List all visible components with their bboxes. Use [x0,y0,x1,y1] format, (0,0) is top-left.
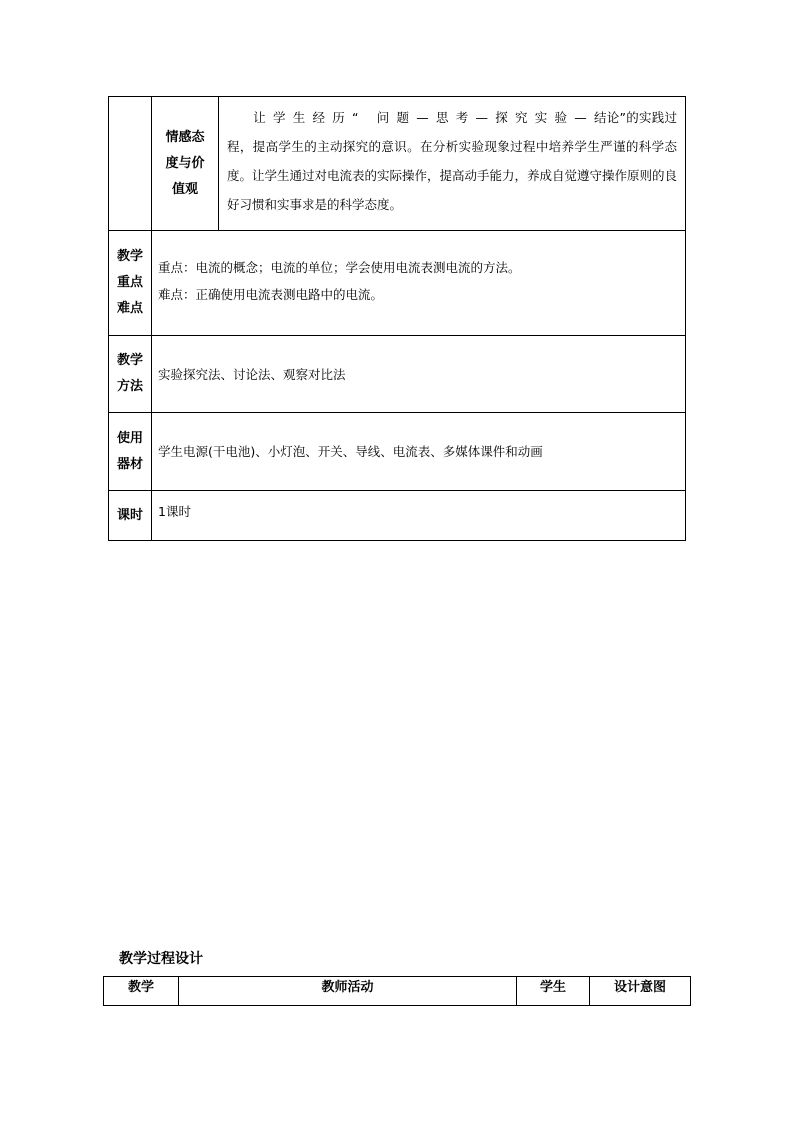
label-line: 使用 [116,430,143,446]
empty-cell [109,97,152,231]
key-points-row [109,231,686,336]
label-line: 教学 [116,353,143,368]
label-line: 重点 [116,275,143,290]
label-line: 度与价 [165,155,205,171]
process-table [103,976,691,1006]
equipment-label [109,413,152,491]
emotion-text-rest: 结论”的实践过程，提高学生的主动探究的意识。在分析实验现象过程中培养学生严谨的科学态度。让学生通过对电流表的实际操作，提高动手能力，养成自觉遵守操作原则的良好习惯和实事求是的科学态度。 [227,110,678,212]
label-line: 难点 [116,301,143,316]
label-line: 器材 [116,456,143,472]
label-line: 教学 [116,249,143,264]
methods-row [109,336,686,413]
difficulty-text: 难点：正确使用电流表测电路中的电流。 [158,287,384,302]
process-title: 教学过程设计 [119,951,203,967]
focus-text: 重点：电流的概念；电流的单位；学会使用电流表测电流的方法。 [158,260,521,275]
process-header-cell: 学生 [517,977,590,1006]
process-header-cell: 教师活动 [179,977,517,1006]
duration-value: 1课时 [152,491,686,541]
label-line: 情感态 [165,129,205,145]
process-header-cell: 教学 [104,977,179,1006]
equipment-row [109,413,686,491]
methods-value: 实验探究法、讨论法、观察对比法 [152,336,686,413]
emotion-text-first-line: 让学生经历“ 问题—思考—探究实验— [253,110,594,125]
label-line: 课时 [116,507,143,523]
key-points-content [152,231,686,336]
key-points-label [109,231,152,336]
label-line: 方法 [116,379,143,394]
emotion-objective-row [109,97,686,231]
duration-label [109,491,152,541]
process-header-row [104,977,691,1006]
process-header-cell: 设计意图 [590,977,691,1006]
emotion-objective-text [219,97,686,231]
duration-row [109,491,686,541]
lesson-plan-table [108,96,686,541]
label-line: 值观 [171,181,198,197]
methods-label [109,336,152,413]
emotion-objective-label [152,97,219,231]
equipment-value: 学生电源(干电池)、小灯泡、开关、导线、电流表、多媒体课件和动画 [152,413,686,491]
